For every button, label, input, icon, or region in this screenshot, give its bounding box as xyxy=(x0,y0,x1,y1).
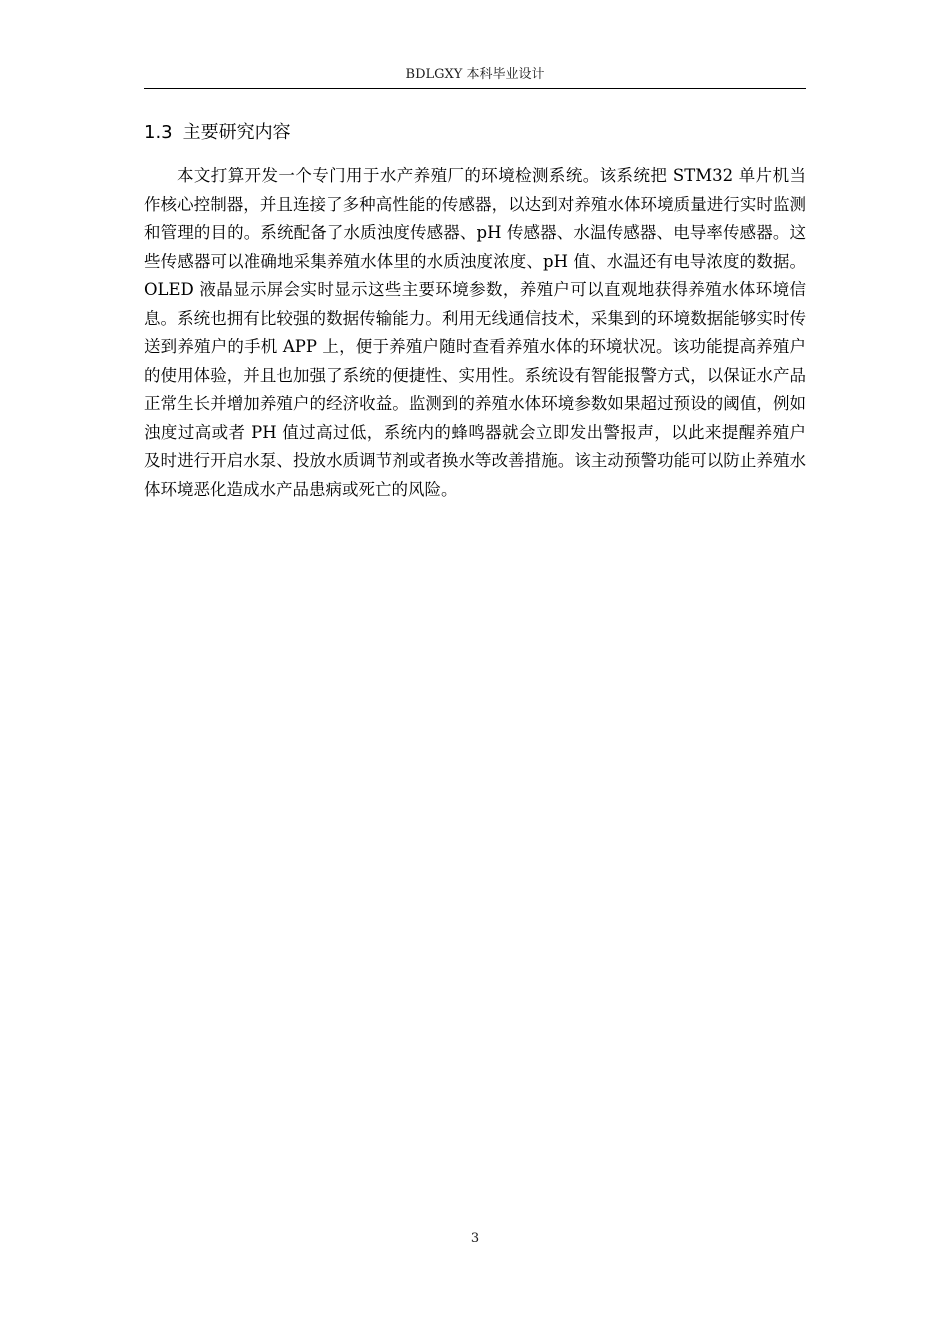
body-paragraph: 本文打算开发一个专门用于水产养殖厂的环境检测系统。该系统把 STM32 单片机当作核心控制器，并且连接了多种高性能的传感器，以达到对养殖水体环境质量进行实时监测和管理的目的。系统配备了水质浊度传感器、pH 传感器、水温传感器、电导率传感器。这些传感器可以准确地采集养殖水体里的水质浊度浓度、pH 值、水温还有电导浓度的数据。OLED 液晶显示屏会实时显示这些主要环境参数，养殖户可以直观地获得养殖水体环境信息。系统也拥有比较强的数据传输能力。利用无线通信技术，采集到的环境数据能够实时传送到养殖户的手机 APP 上，便于养殖户随时查看养殖水体的环境状况。该功能提高养殖户的使用体验，并且也加强了系统的便捷性、实用性。系统设有智能报警方式，以保证水产品正常生长并增加养殖户的经济收益。监测到的养殖水体环境参数如果超过预设的阈值，例如浊度过高或者 PH 值过高过低，系统内的蜂鸣器就会立即发出警报声，以此来提醒养殖户及时进行开启水泵、投放水质调节剂或者换水等改善措施。该主动预警功能可以防止养殖水体环境恶化造成水产品患病或死亡的风险。 xyxy=(144,166,806,499)
running-header: BDLGXY 本科毕业设计 xyxy=(405,67,545,82)
section-heading xyxy=(144,120,291,146)
section-number: 1.3 xyxy=(144,122,173,143)
page-number: 3 xyxy=(470,1231,480,1246)
header-rule xyxy=(144,88,806,89)
section-title: 主要研究内容 xyxy=(182,122,291,143)
